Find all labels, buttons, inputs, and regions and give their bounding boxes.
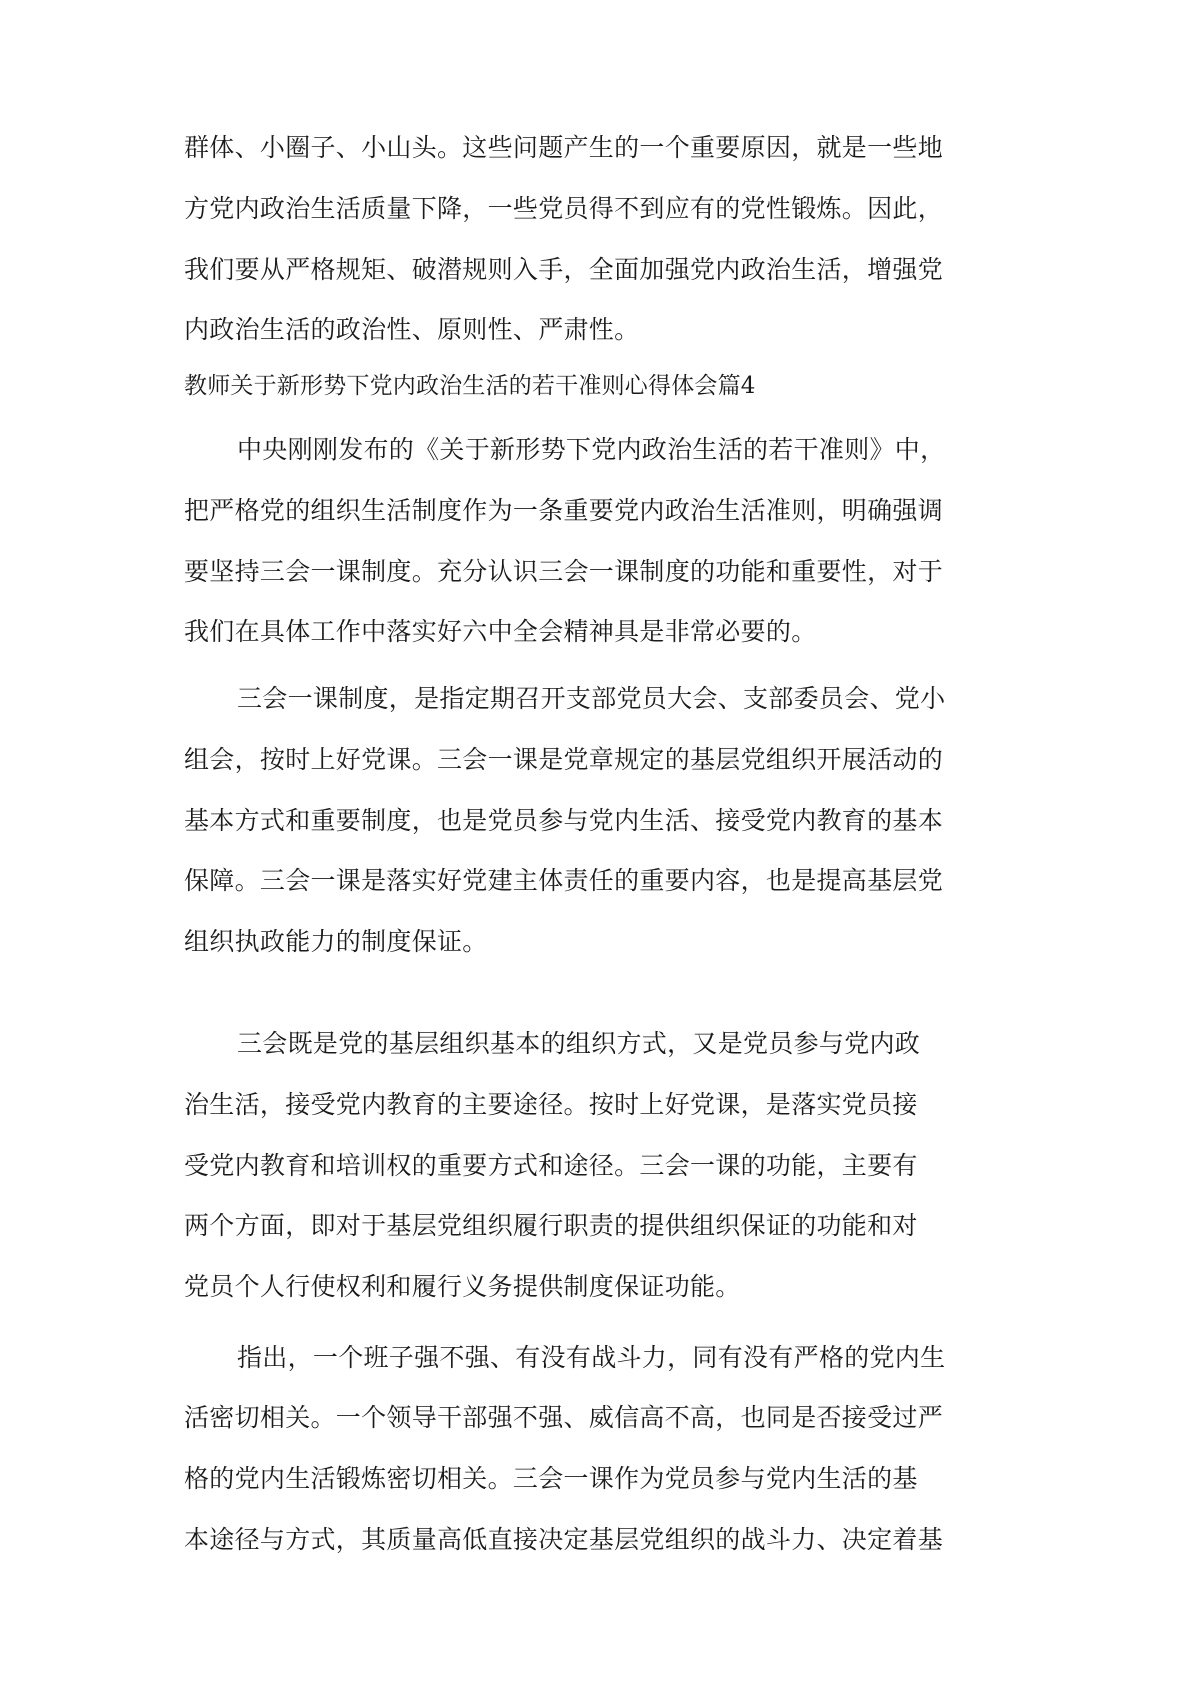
text-line: 受党内教育和培训权的重要方式和途径。三会一课的功能，主要有 [184,1151,918,1180]
text-line: 本途径与方式，其质量高低直接决定基层党组织的战斗力、决定着基 [184,1525,944,1554]
text-line: 组织执政能力的制度保证。 [184,927,488,956]
text-line: 把严格党的组织生活制度作为一条重要党内政治生活准则，明确强调 [184,496,944,525]
text-line: 治生活，接受党内教育的主要途径。按时上好党课，是落实党员接 [184,1090,918,1119]
text-line: 保障。三会一课是落实好党建主体责任的重要内容，也是提高基层党 [184,866,944,895]
text-line: 指出，一个班子强不强、有没有战斗力，同有没有严格的党内生 [237,1343,946,1372]
text-line: 方党内政治生活质量下降，一些党员得不到应有的党性锻炼。因此， [184,194,944,223]
text-line: 三会既是党的基层组织基本的组织方式，又是党员参与党内政 [237,1029,921,1058]
text-line: 我们在具体工作中落实好六中全会精神具是非常必要的。 [184,617,817,646]
text-line: 组会，按时上好党课。三会一课是党章规定的基层党组织开展活动的 [184,745,944,774]
text-line: 两个方面，即对于基层党组织履行职责的提供组织保证的功能和对 [184,1211,918,1240]
text-line: 内政治生活的政治性、原则性、严肃性。 [184,315,640,344]
text-line: 中央刚刚发布的《关于新形势下党内政治生活的若干准则》中， [237,435,946,464]
text-line: 要坚持三会一课制度。充分认识三会一课制度的功能和重要性，对于 [184,557,944,586]
text-line: 党员个人行使权利和履行义务提供制度保证功能。 [184,1272,741,1301]
text-line: 群体、小圈子、小山头。这些问题产生的一个重要原因，就是一些地 [184,133,944,162]
text-line: 我们要从严格规矩、破潜规则入手，全面加强党内政治生活，增强党 [184,255,944,284]
text-line: 格的党内生活锻炼密切相关。三会一课作为党员参与党内生活的基 [184,1464,918,1493]
text-line: 基本方式和重要制度，也是党员参与党内生活、接受党内教育的基本 [184,806,944,835]
text-line: 三会一课制度，是指定期召开支部党员大会、支部委员会、党小 [237,684,946,713]
section-heading: 教师关于新形势下党内政治生活的若干准则心得体会篇4 [184,373,756,399]
text-line: 活密切相关。一个领导干部强不强、威信高不高，也同是否接受过严 [184,1403,944,1432]
